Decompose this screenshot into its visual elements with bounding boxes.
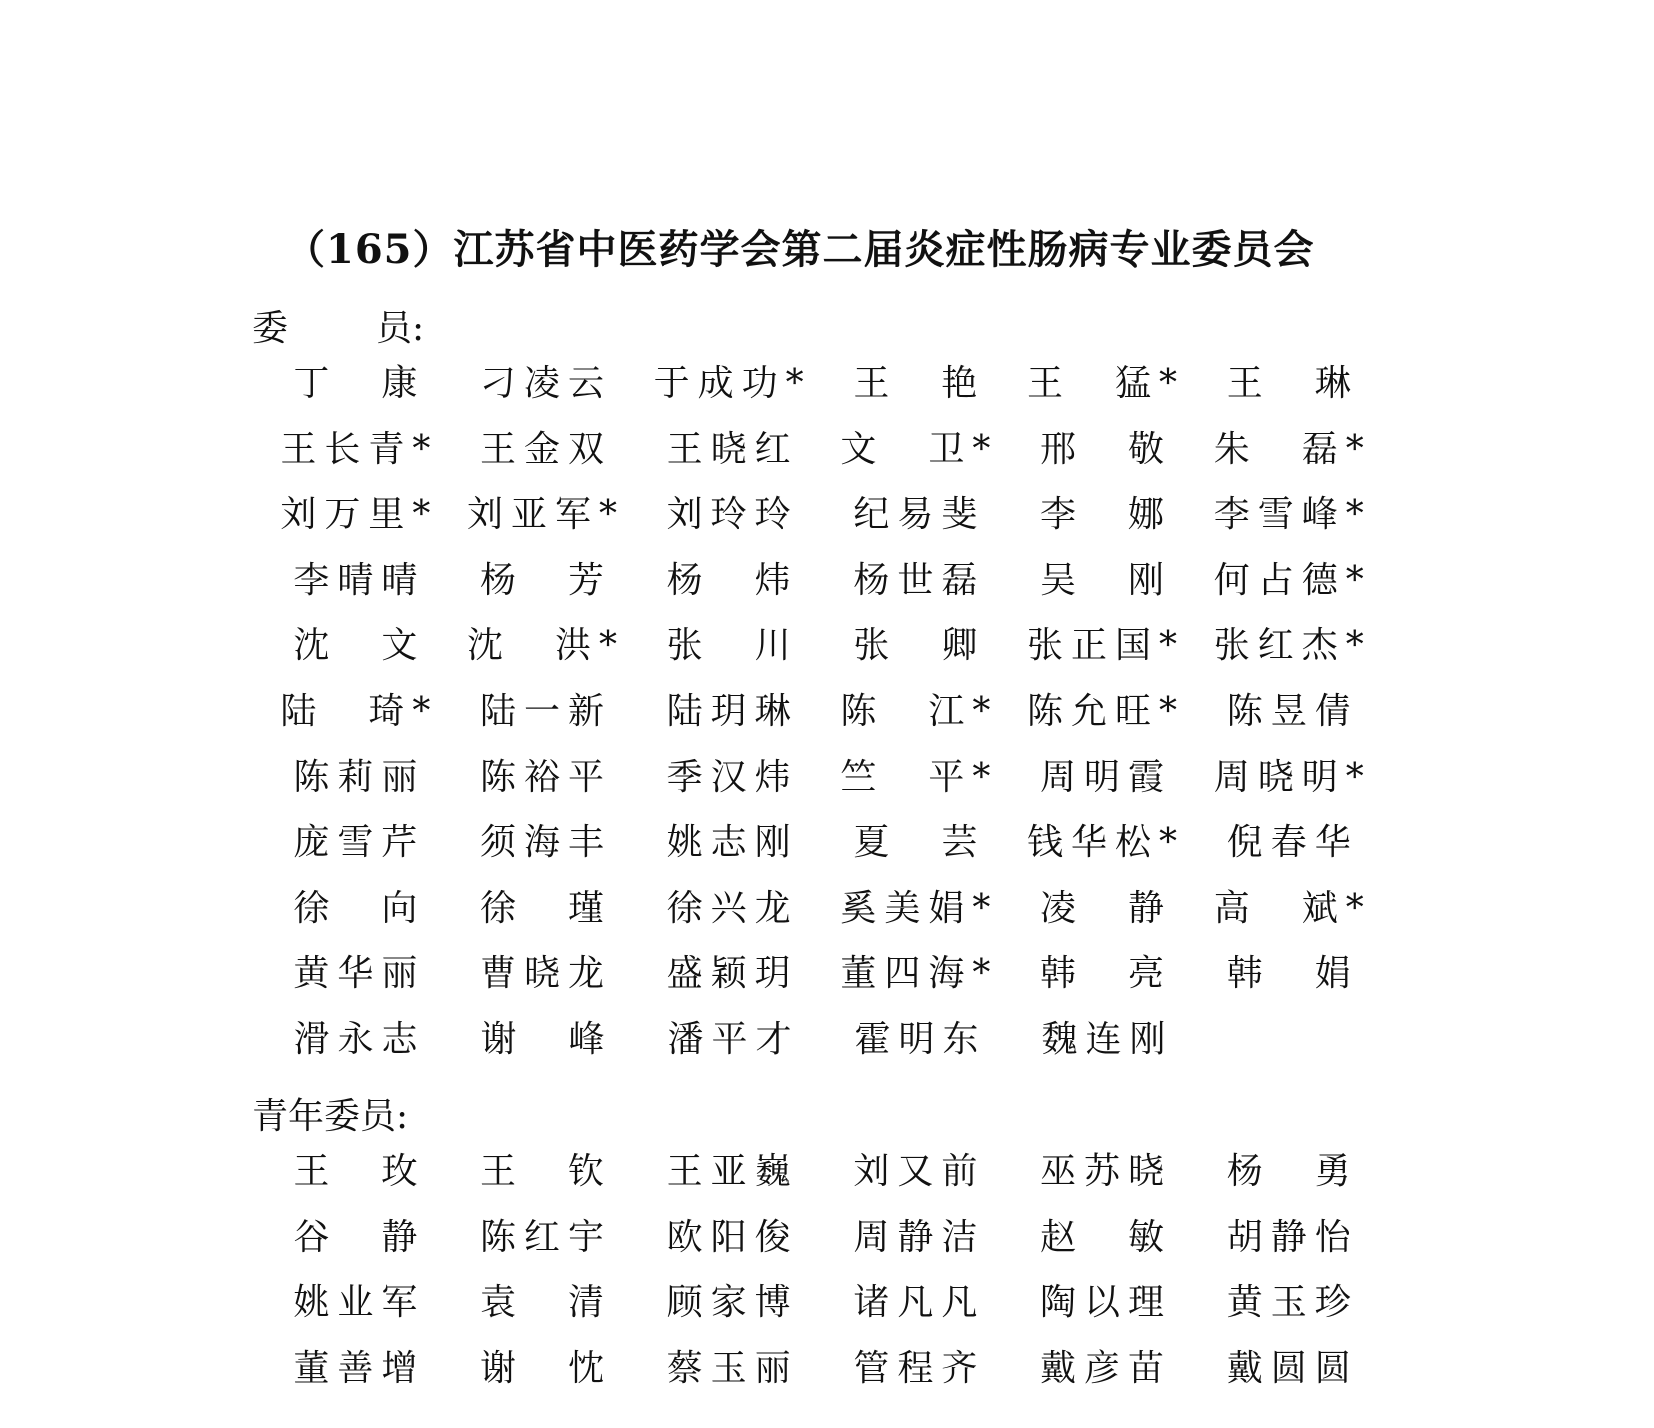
member-name: 丁 康 bbox=[293, 363, 426, 404]
member-name: 朱 磊* bbox=[1213, 428, 1372, 470]
youth-heading: 青年委员: bbox=[252, 1096, 409, 1137]
name-row bbox=[266, 493, 1386, 559]
page-title: （165）江苏省中医药学会第二届炎症性肠病专业委员会 bbox=[285, 226, 1315, 273]
member-name: 董善增 bbox=[293, 1347, 426, 1389]
member-name: 周静洁 bbox=[853, 1216, 986, 1258]
member-name: 陈红宇 bbox=[480, 1216, 613, 1258]
member-name: 韩 娟 bbox=[1226, 953, 1359, 995]
member-name: 陶以理 bbox=[1040, 1282, 1173, 1324]
member-name: 陆一新 bbox=[480, 690, 613, 732]
member-name: 李雪峰* bbox=[1213, 494, 1372, 536]
member-name: 刘亚军* bbox=[467, 494, 626, 536]
member-name: 王 艳 bbox=[853, 363, 986, 404]
member-name: 徐兴龙 bbox=[666, 887, 799, 929]
member-name: 周晓明* bbox=[1213, 756, 1372, 798]
member-name: 魏连刚 bbox=[1041, 1018, 1174, 1060]
member-name: 杨 芳 bbox=[480, 559, 613, 601]
members-heading-left: 委 bbox=[252, 308, 289, 349]
member-name: 钱华松* bbox=[1027, 822, 1186, 864]
member-name: 于成功* bbox=[653, 363, 812, 404]
name-row bbox=[266, 1347, 1386, 1413]
member-name: 滑永志 bbox=[293, 1018, 426, 1060]
member-name: 王金双 bbox=[480, 428, 613, 470]
name-row bbox=[266, 1150, 1386, 1216]
member-name: 杨 勇 bbox=[1226, 1151, 1359, 1192]
name-row bbox=[266, 1281, 1386, 1347]
name-row bbox=[266, 887, 1386, 953]
member-name: 盛颖玥 bbox=[666, 953, 799, 995]
member-name: 陈裕平 bbox=[480, 756, 613, 798]
name-row bbox=[266, 559, 1386, 625]
member-name: 王 琳 bbox=[1226, 363, 1359, 404]
members-heading-right: 员: bbox=[376, 308, 425, 349]
member-name: 霍明东 bbox=[854, 1018, 987, 1060]
member-name: 赵 敏 bbox=[1040, 1216, 1173, 1258]
member-name: 诸凡凡 bbox=[853, 1282, 986, 1324]
member-name: 陈莉丽 bbox=[293, 756, 426, 798]
member-name: 陈昱倩 bbox=[1226, 690, 1359, 732]
member-name: 韩 亮 bbox=[1040, 953, 1173, 995]
member-name: 张 川 bbox=[666, 625, 799, 667]
members-grid bbox=[266, 362, 1386, 1084]
member-name: 陈 江* bbox=[840, 690, 999, 732]
member-name: 刁凌云 bbox=[480, 363, 613, 404]
member-name: 黄玉珍 bbox=[1226, 1282, 1359, 1324]
member-name: 刘又前 bbox=[853, 1151, 986, 1192]
member-name: 王 钦 bbox=[480, 1151, 613, 1192]
member-name: 沈 文 bbox=[293, 625, 426, 667]
name-row bbox=[266, 1216, 1386, 1282]
member-name: 刘玲玲 bbox=[666, 494, 799, 536]
member-name: 纪易斐 bbox=[853, 494, 986, 536]
member-name: 李晴晴 bbox=[293, 559, 426, 601]
member-name: 陆 琦* bbox=[280, 690, 439, 732]
member-name: 谢 忱 bbox=[480, 1347, 613, 1389]
member-name: 姚志刚 bbox=[666, 822, 799, 864]
member-name: 张红杰* bbox=[1213, 625, 1372, 667]
name-row bbox=[266, 952, 1386, 1018]
member-name: 庞雪芹 bbox=[293, 822, 426, 864]
member-name: 蔡玉丽 bbox=[666, 1347, 799, 1389]
members-heading bbox=[252, 300, 424, 351]
member-name: 王 猛* bbox=[1027, 363, 1186, 404]
member-name: 倪春华 bbox=[1226, 822, 1359, 864]
name-row bbox=[266, 821, 1386, 887]
member-name: 管程齐 bbox=[853, 1347, 986, 1389]
member-name: 张 卿 bbox=[853, 625, 986, 667]
member-name: 吴 刚 bbox=[1040, 559, 1173, 601]
member-name: 曹晓龙 bbox=[480, 953, 613, 995]
member-name: 谷 静 bbox=[293, 1216, 426, 1258]
member-name: 王晓红 bbox=[666, 428, 799, 470]
name-row bbox=[266, 756, 1386, 822]
member-name: 陈允旺* bbox=[1027, 690, 1186, 732]
member-name: 徐 向 bbox=[293, 887, 426, 929]
member-name: 巫苏晓 bbox=[1040, 1151, 1173, 1192]
member-name: 李 娜 bbox=[1040, 494, 1173, 536]
member-name: 竺 平* bbox=[840, 756, 999, 798]
member-name: 奚美娟* bbox=[840, 887, 999, 929]
member-name: 袁 清 bbox=[480, 1282, 613, 1324]
member-name: 刘万里* bbox=[280, 494, 439, 536]
member-name: 杨 炜 bbox=[666, 559, 799, 601]
member-name: 高 斌* bbox=[1213, 887, 1372, 929]
member-name: 杨世磊 bbox=[853, 559, 986, 601]
member-name: 王亚巍 bbox=[666, 1151, 799, 1192]
member-name: 王 玫 bbox=[293, 1151, 426, 1192]
name-row bbox=[266, 362, 1386, 428]
member-name: 顾家博 bbox=[666, 1282, 799, 1324]
member-name: 胡静怡 bbox=[1226, 1216, 1359, 1258]
member-name: 周明霞 bbox=[1040, 756, 1173, 798]
member-name: 须海丰 bbox=[480, 822, 613, 864]
member-name: 戴彦苗 bbox=[1040, 1347, 1173, 1389]
member-name: 凌 静 bbox=[1040, 887, 1173, 929]
youth-grid bbox=[266, 1150, 1386, 1412]
member-name: 文 卫* bbox=[840, 428, 999, 470]
member-name: 邢 敬 bbox=[1040, 428, 1173, 470]
member-name: 陆玥琳 bbox=[666, 690, 799, 732]
name-row bbox=[266, 1018, 1386, 1084]
member-name: 董四海* bbox=[840, 953, 999, 995]
member-name: 何占德* bbox=[1213, 559, 1372, 601]
name-row bbox=[266, 624, 1386, 690]
name-row bbox=[266, 690, 1386, 756]
member-name: 王长青* bbox=[280, 428, 439, 470]
member-name: 季汉炜 bbox=[666, 756, 799, 798]
member-name: 欧阳俊 bbox=[666, 1216, 799, 1258]
member-name: 沈 洪* bbox=[467, 625, 626, 667]
member-name: 夏 芸 bbox=[853, 822, 986, 864]
member-name: 戴圆圆 bbox=[1226, 1347, 1359, 1389]
member-name: 张正国* bbox=[1027, 625, 1186, 667]
member-name: 黄华丽 bbox=[293, 953, 426, 995]
member-name: 潘平才 bbox=[667, 1018, 800, 1060]
member-name: 姚业军 bbox=[293, 1282, 426, 1324]
member-name: 谢 峰 bbox=[480, 1018, 613, 1060]
member-name: 徐 瑾 bbox=[480, 887, 613, 929]
name-row bbox=[266, 428, 1386, 494]
